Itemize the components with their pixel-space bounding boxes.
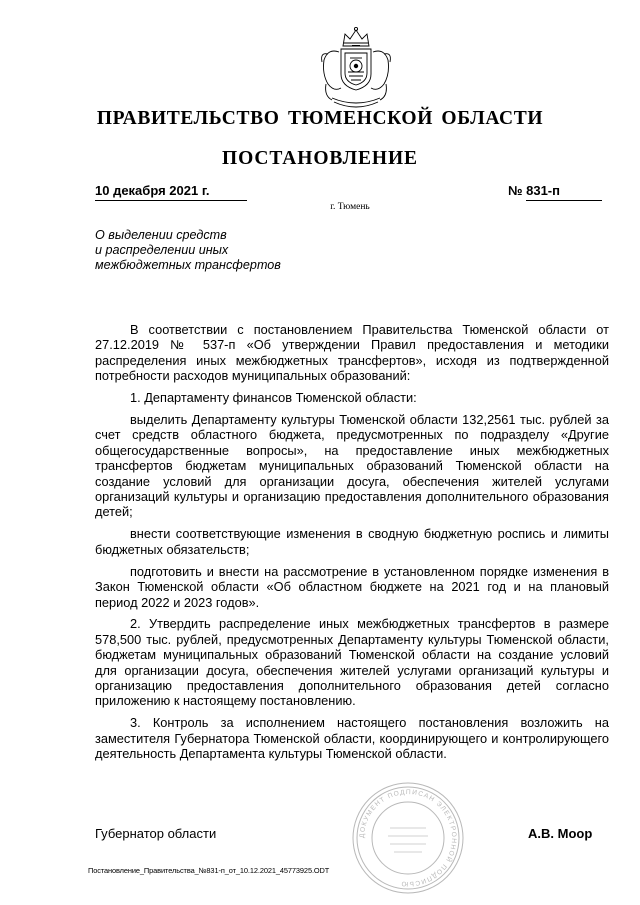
document-subject	[95, 228, 335, 273]
government-title: ПРАВИТЕЛЬСТВО ТЮМЕНСКОЙ ОБЛАСТИ	[96, 108, 544, 129]
document-type: ПОСТАНОВЛЕНИЕ	[222, 148, 418, 169]
coat-of-arms-icon	[314, 22, 398, 112]
signatory-name: А.В. Моор	[528, 826, 593, 841]
body-paragraph: подготовить и внести на рассмотрение в установленном порядке изменения в Закон Тюменской области «Об областном бюджете на 2021 год и на плановый период 2022 и 2023 годов».	[95, 563, 609, 610]
body-paragraph: 2. Утвердить распределение иных межбюджетных трансфертов в размере 578,500 тыс. рублей, предусмотренных Департаменту культуры Тюменской области, бюджетам муниципальных образований Тюменской области на создание условий для организации досуга, обеспечения жителей услугами организаций культуры и организацию предоставления дополнительного образования детей согласно приложению к настоящему постановлению.	[95, 616, 609, 709]
footer-file-name: Постановление_Правительства_№831-п_от_10.12.2021_45773925.ODT	[88, 866, 330, 875]
body-paragraph: внести соответствующие изменения в сводную бюджетную роспись и лимиты бюджетных обязательств;	[95, 526, 609, 557]
body-paragraph: В соответствии с постановлением Правительства Тюменской области от 27.12.2019 № 537-п «Об утверждении Правил предоставления и методики распределения иных межбюджетных трансфертов», исходя из подтвержденной потребности расходов муниципальных образований:	[95, 322, 609, 384]
number-underline	[526, 200, 602, 201]
electronic-signature-stamp	[350, 780, 466, 896]
document-city: г. Тюмень	[330, 202, 370, 212]
document-number: № 831-п	[508, 183, 560, 198]
body-paragraph: 1. Департаменту финансов Тюменской области:	[130, 390, 417, 406]
svg-text:ДОКУМЕНТ ПОДПИСАН ЭЛЕКТРОННОЙ	[359, 789, 457, 887]
subject-line: межбюджетных трансфертов	[95, 258, 281, 272]
body-paragraph: 3. Контроль за исполнением настоящего постановления возложить на заместителя Губернатора Тюменской области, координирующего и контролирующего деятельность Департамента культуры Тюменской области.	[95, 715, 609, 762]
stamp-text: ДОКУМЕНТ ПОДПИСАН ЭЛЕКТРОННОЙ ПОДПИСЬЮ	[358, 788, 458, 888]
subject-line: О выделении средств	[95, 228, 227, 242]
document-date: 10 декабря 2021 г.	[95, 183, 210, 198]
date-underline	[95, 200, 247, 201]
body-paragraph: выделить Департаменту культуры Тюменской области 132,2561 тыс. рублей за счет средств областного бюджета, предусмотренных по подразделу «Другие общегосударственные вопросы», на предоставление иных межбюджетных трансфертов бюджетам муниципальных образований Тюменской области на создание условий для организации досуга, обеспечения жителей услугами организаций культуры и организацию предоставления дополнительного образования детей;	[95, 412, 609, 520]
signatory-title: Губернатор области	[95, 826, 217, 841]
subject-line: и распределении иных	[95, 243, 229, 257]
document-body	[95, 322, 609, 768]
